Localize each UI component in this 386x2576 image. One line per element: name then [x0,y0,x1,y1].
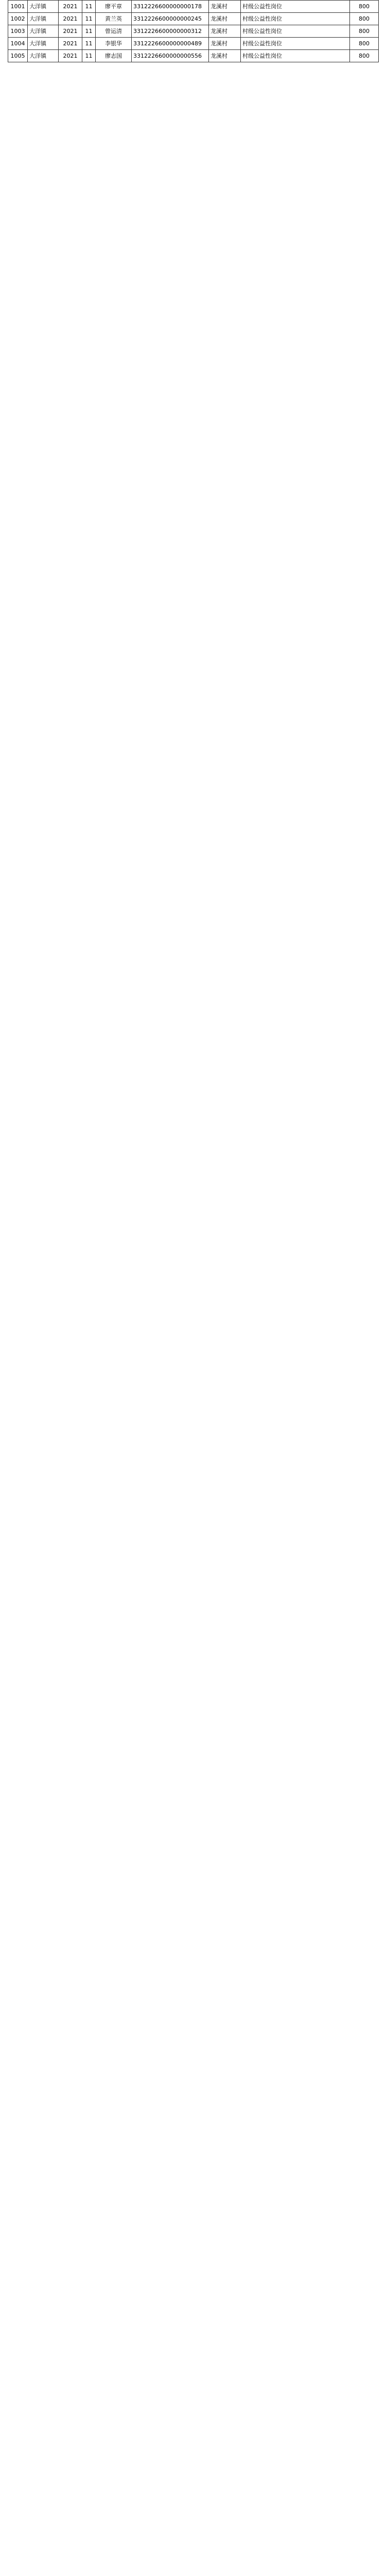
row-number-cell: 1005 [8,50,28,62]
account-cell: 3312226600000000245 [132,13,209,25]
village-cell: 龙溪村 [209,25,241,38]
month-cell: 11 [82,13,96,25]
row-number-cell: 1003 [8,25,28,38]
table-row [8,1,379,13]
name-cell: 曾运清 [96,25,132,38]
month-cell: 11 [82,50,96,62]
name-cell: 李银华 [96,38,132,50]
township-cell: 大洋镇 [28,25,59,38]
amount-cell: 800 [350,25,379,38]
post-type-cell: 村级公益性岗位 [241,25,350,38]
year-cell: 2021 [59,1,82,13]
data-table [8,0,379,62]
post-type-cell: 村级公益性岗位 [241,1,350,13]
table-row [8,25,379,38]
year-cell: 2021 [59,50,82,62]
month-cell: 11 [82,38,96,50]
name-cell: 黄兰英 [96,13,132,25]
village-cell: 龙溪村 [209,13,241,25]
township-cell: 大洋镇 [28,38,59,50]
account-cell: 3312226600000000178 [132,1,209,13]
name-cell: 廖平章 [96,1,132,13]
post-type-cell: 村级公益性岗位 [241,38,350,50]
township-cell: 大洋镇 [28,50,59,62]
amount-cell: 800 [350,13,379,25]
amount-cell: 800 [350,50,379,62]
year-cell: 2021 [59,13,82,25]
month-cell: 11 [82,1,96,13]
row-number-cell: 1001 [8,1,28,13]
table-row [8,13,379,25]
township-cell: 大洋镇 [28,1,59,13]
month-cell: 11 [82,25,96,38]
table-row [8,50,379,62]
post-type-cell: 村级公益性岗位 [241,50,350,62]
row-number-cell: 1002 [8,13,28,25]
village-cell: 龙溪村 [209,1,241,13]
table-body [8,1,379,62]
village-cell: 龙溪村 [209,50,241,62]
township-cell: 大洋镇 [28,13,59,25]
post-type-cell: 村级公益性岗位 [241,13,350,25]
year-cell: 2021 [59,25,82,38]
year-cell: 2021 [59,38,82,50]
account-cell: 3312226600000000556 [132,50,209,62]
amount-cell: 800 [350,1,379,13]
account-cell: 3312226600000000489 [132,38,209,50]
name-cell: 廖志国 [96,50,132,62]
amount-cell: 800 [350,38,379,50]
account-cell: 3312226600000000312 [132,25,209,38]
table-row [8,38,379,50]
row-number-cell: 1004 [8,38,28,50]
village-cell: 龙溪村 [209,38,241,50]
